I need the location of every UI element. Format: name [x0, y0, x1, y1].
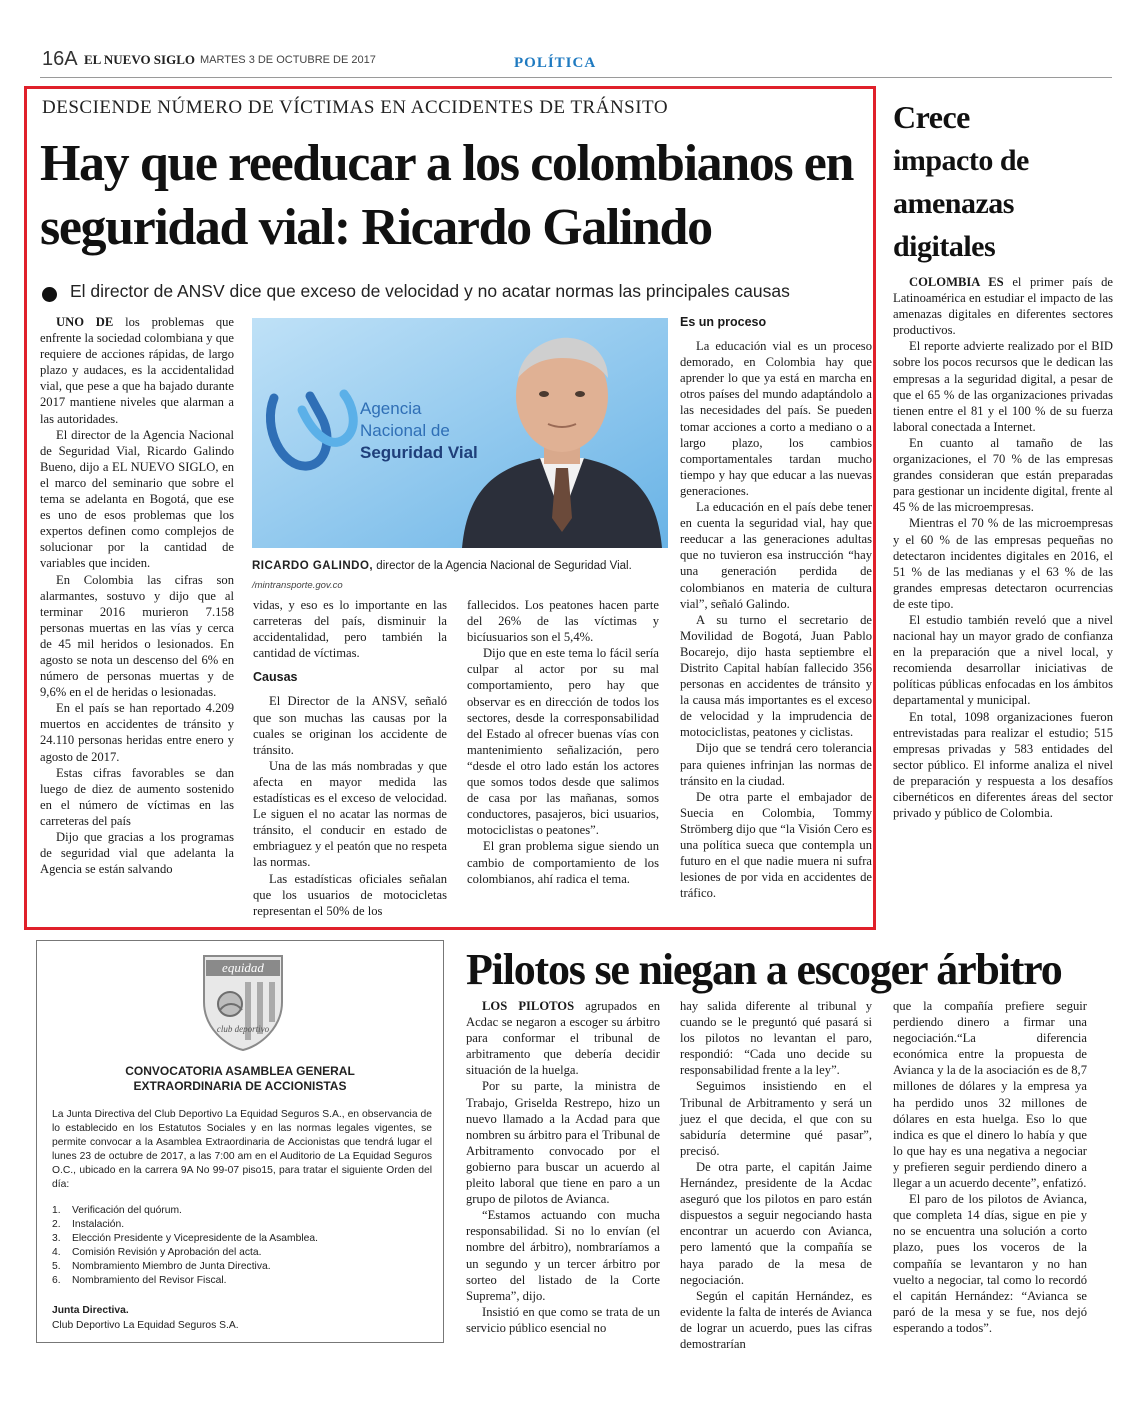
paragraph: Insistió en que como se trata de un servicio público esencial no — [466, 1304, 660, 1335]
photo-caption — [252, 560, 672, 572]
logo-text-line-2: Nacional de — [360, 421, 450, 440]
ad-title-line: EXTRAORDINARIA DE ACCIONISTAS — [133, 1079, 347, 1093]
headline-line: amenazas — [893, 187, 1014, 220]
paragraph: Una de las más nombradas y que afecta en mayor medida las estadísticas es el exceso de velocidad. Le siguen el no acatar las normas de tránsito, el conducir en estado de embriaguez y el peatón que no respeta las normas. — [253, 758, 447, 870]
paragraph: Dijo que en este tema lo fácil sería culpar al actor por su mal comportamiento, pero hay que observar es en dirección de todos los sectores, desde la corresponsabilidad del Estado al ofrecer buenas vías con mantenimiento señalización, pero “desde el otro lado están los actores que somos todos desde que salimos de casa por las mañanas, somos conductores, pasajeros, bici usuarios, motociclistas o peatones”. — [467, 646, 659, 838]
subheading: Es un proceso — [680, 315, 767, 329]
logo-script: club deportivo — [216, 1024, 270, 1034]
article-column-1 — [40, 314, 234, 877]
paragraph: “Estamos actuando con mucha responsabilidad. Si no lo envían (el nombre del árbitro), nombraríamos a un segundo y un tercer árbitro por sorteo del listado de la Corte Suprema”, dijo. — [466, 1208, 660, 1303]
paragraph: Seguimos insistiendo en el Tribunal de Arbitramento y será un juez el que decida, el que con su sabiduría determine qué pasar”, precisó. — [680, 1079, 872, 1158]
logo-text-line-3: Seguridad Vial — [360, 443, 478, 462]
paragraph: El Director de la ANSV, señaló que son muchas las causas por la cuales se originan los accidente de tránsito. — [253, 694, 447, 757]
agenda-item: 5. Nombramiento Miembro de Junta Directiva. — [52, 1261, 271, 1273]
paragraph: El reporte advierte realizado por el BID sobre los pocos recursos que le dedican las empresas a la seguridad digital, a pesar de que el 65 % de las organizaciones privadas tienen entre el 81 y el 100 % de su fuerza laboral conectada a Internet. — [893, 339, 1113, 434]
paragraph: De otra parte, el capitán Jaime Hernández, presidente de la Acdac aseguró que los pilotos en paro están dispuestos a seguir negociando hasta encontrar un acuerdo con Avianca, pero lamentó que la compañía se haya parado de la mesa de negociación. — [680, 1159, 872, 1287]
ad-title-line: CONVOCATORIA ASAMBLEA GENERAL — [125, 1064, 355, 1078]
paragraph: agrupados en Acdac se negaron a escoger su árbitro para conformar el tribunal de arbitramento que debería decidir situación de la huelga. — [466, 999, 660, 1078]
paragraph: En Colombia las cifras son alarmantes, sostuvo y dijo que al terminar 2016 murieron 7.158 personas muertas en las vías y cerca de 45 mil heridos o lesionados. En agosto se nota un descenso del 6% en número de personas muertas y de 9,6% en el de heridas o lesionadas. — [40, 572, 234, 700]
agenda-item: 2. Instalación. — [52, 1219, 125, 1231]
caption-name: RICARDO GALINDO, — [252, 560, 374, 572]
article-column-3 — [467, 597, 659, 887]
ad-body: La Junta Directiva del Club Deportivo La Equidad Seguros S.A., en observancia de lo establecido en los Estatutos Sociales y en las normas legales vigentes, se permite convocar a la Asamblea Extraordinaria de Accionistas que tendrá lugar el lunes 23 de octubre de 2017, a las 7:00 am en el Auditorio de La Equidad Seguros O.C., ubicado en la carrera 9A No 99-07 piso15, para tratar el siguiente Orden del día: — [52, 1109, 432, 1191]
side-article-body — [893, 274, 1113, 821]
paragraph: La educación vial es un proceso demorado, en Colombia hay que aprender lo que ya está en marcha en otros países del mundo adaptándolo a las necesidades del país. Se pueden tomar acciones a corto a mediano o a largo plazo, los cambios comportamentales tardan mucho tiempo y hay que educar a las nuevas generaciones. — [680, 339, 872, 498]
lead-in: LOS PILOTOS — [482, 999, 575, 1013]
subheading: Causas — [253, 670, 298, 685]
paragraph: Estas cifras favorables se dan luego de diez de aumento sostenido en el número de víctimas en las carreteras del país — [40, 765, 234, 828]
caption-text: director de la Agencia Nacional de Seguridad Vial. — [376, 560, 632, 572]
paragraph: los problemas que enfrente la sociedad colombiana y que requiere de acciones rápidas, de largo plazo y audaces, es la accidentalidad vial, que pese a que ha bajado durante 2017 mantiene niveles que alarman a las autoridades. — [40, 315, 234, 426]
paragraph: Según el capitán Hernández, es evidente la falta de interés de Avianca de lograr un acuerdo, pues las cifras demostrarían — [680, 1288, 872, 1351]
section-label: POLÍTICA — [514, 55, 597, 71]
paragraph: A su turno el secretario de Movilidad de Bogotá, Juan Pablo Bocarejo, dijo hasta septiembre el Distrito Capital habían fallecido 356 personas en accidentes de tránsito y la causa más importantes es el exceso de velocidad y la imprudencia de motociclistas, peatones y ciclistas. — [680, 612, 872, 740]
article-kicker: DESCIENDE NÚMERO DE VÍCTIMAS EN ACCIDENTES DE TRÁNSITO — [42, 97, 669, 118]
paragraph: El estudio también reveló que a nivel nacional hay un mayor grado de confianza en la preparación que a nivel local, y recomienda desarrollar iniciativas de políticas públicas enfocadas en los ámbitos departamental y municipal. — [893, 612, 1113, 708]
equidad-shield-icon — [198, 950, 288, 1054]
agenda-item: 6. Nombramiento del Revisor Fiscal. — [52, 1275, 227, 1287]
article-column-2 — [253, 597, 447, 919]
logo-text-line-1: Agencia — [360, 399, 422, 418]
agenda-item: 4. Comisión Revisión y Aprobación del acta. — [52, 1247, 262, 1259]
paragraph: El director de la Agencia Nacional de Seguridad Vial, Ricardo Galindo Bueno, dijo a EL NUEVO SIGLO, en el marco del seminario que sobre el tema se adelanta en Bogotá, que ese es uno de esos problemas que los expertos definen como complejos de solucionar por la cantidad de variables que inciden. — [40, 427, 234, 571]
headline-line: Crece — [893, 99, 970, 135]
pilots-headline: Pilotos se niegan a escoger árbitro — [466, 945, 1062, 994]
article-column-4 — [680, 314, 872, 901]
agenda-item: 1. Verificación del quórum. — [52, 1205, 182, 1216]
lead-in: COLOMBIA ES — [909, 275, 1004, 289]
paragraph: Las estadísticas oficiales señalan que los usuarios de motocicletas representan el 50% de los — [253, 871, 447, 918]
paragraph: vidas, y eso es lo importante en las carreteras del país, disminuir la accidentalidad, pero también la cantidad de víctimas. — [253, 598, 447, 661]
pilots-column-1 — [466, 998, 660, 1336]
headline-line: digitales — [893, 230, 996, 263]
paragraph: En el país se han reportado 4.209 muertos en accidentes de tránsito y 24.110 personas heridas entre enero y agosto de 2017. — [40, 701, 234, 764]
page-number: 16A — [42, 48, 78, 70]
pilots-column-2 — [680, 998, 872, 1352]
paragraph: el primer país de Latinoamérica en estudiar el impacto de las amenazas digitales en diferentes sectores productivos. — [893, 275, 1114, 338]
agenda-list — [52, 1204, 432, 1289]
ad-title — [36, 1064, 444, 1094]
lead-in: UNO DE — [56, 315, 114, 329]
ad-signature-org: Club Deportivo La Equidad Seguros S.A. — [52, 1320, 239, 1331]
paragraph: Dijo que se tendrá cero tolerancia para quienes infrinjan las normas de tránsito en la ciudad. — [680, 741, 872, 788]
article-headline: Hay que reeducar a los colombianos en seguridad vial: Ricardo Galindo — [40, 135, 853, 256]
side-article-headline — [893, 96, 1113, 268]
dateline: MARTES 3 DE OCTUBRE DE 2017 — [200, 54, 376, 66]
ad-signature-title: Junta Directiva. — [52, 1305, 129, 1316]
masthead: EL NUEVO SIGLO — [84, 52, 195, 67]
paragraph: hay salida diferente al tribunal y cuando se le preguntó qué pasará si los pilotos no levantan el paro, respondió: “Cada uno decide su responsabilidad frente a la ley”. — [680, 999, 872, 1078]
paragraph: fallecidos. Los peatones hacen parte del 26% de las víctimas y bicíusuarios son el 5,4%. — [467, 598, 659, 645]
header-rule — [40, 77, 1112, 78]
paragraph: que la compañía prefiere seguir perdiendo dinero a firmar una negociación.“La diferencia económica entre la propuesta de Avianca y la de la asociación es de 8,7 millones de dólares y la empresa ya ha perdido unos 32 millones de dólares en esta huelga. Eso lo que indica es que el dinero lo había y que lo que hay es una negativa a negociar y prefieren seguir perdiendo dinero a llegar a un acuerdo decente”, enfatizó. — [893, 999, 1087, 1191]
paragraph: El gran problema sigue siendo un cambio de comportamiento de los colombianos, ahí radica el tema. — [467, 839, 659, 886]
logo-word: equidad — [222, 960, 264, 975]
paragraph: De otra parte el embajador de Suecia en Colombia, Tommy Strömberg dijo que “la Visión Cero es una política sueca que contempla un futuro en el que nadie muera ni sufra lesiones de por vida en accidentes de tráfico. — [680, 789, 872, 901]
pilots-column-3 — [893, 998, 1087, 1336]
bullet-icon — [42, 287, 57, 302]
paragraph: Dijo que gracias a los programas de seguridad vial que adelanta la Agencia se están salvando — [40, 830, 234, 877]
article-photo — [252, 318, 668, 548]
paragraph: Por su parte, la ministra de Trabajo, Griselda Restrepo, hizo un nuevo llamado a la Acdad para que nombren su árbitro para el Tribunal de Arbitramento convocado por el gobierno para buscar un acuerdo al pleito laboral que tiene en paro a un grupo de pilotos de Avianca. — [466, 1079, 660, 1207]
paragraph: En total, 1098 organizaciones fueron entrevistadas para realizar el estudio; 515 empresas privadas y 583 entidades del sector público. El informe analiza el nivel de preparación y respuesta a los desafíos cibernéticos en diferentes áreas del sector privado y público de Colombia. — [893, 709, 1113, 821]
headline-line: impacto de — [893, 144, 1029, 177]
agenda-item: 3. Elección Presidente y Vicepresidente de la Asamblea. — [52, 1233, 318, 1245]
photo-credit: /mintransporte.gov.co — [252, 580, 343, 591]
article-deck: El director de ANSV dice que exceso de velocidad y no acatar normas las principales causas — [70, 281, 790, 301]
paragraph: Mientras el 70 % de las microempresas y el 60 % de las empresas pequeñas no detectaron incidentes digitales en 2016, el 51 % de las medianas y el 63 % de las grandes empresas detectaron ocurrencias de este tipo. — [893, 516, 1113, 611]
paragraph: La educación en el país debe tener en cuenta la seguridad vial, hay que reeducar a las generaciones adultas que no tuvieron esa instrucción “hay una generación perdida de colombianos en materia de cultura vial”, señaló Galindo. — [680, 500, 872, 611]
paragraph: El paro de los pilotos de Avianca, que completa 14 días, sigue en pie y no se encuentra una solución a corto plazo, pues los voceros de la compañía se levantaron y no han vuelto a negociar, tal como lo recordó el capitán Hernández: “Avianca se paró de la mesa y se fue, nos dejó esperando a todos”. — [893, 1192, 1087, 1335]
paragraph: En cuanto al tamaño de las organizaciones, el 70 % de las empresas grandes consideran que están preparadas para gestionar un incidente digital, frente al 45 % de las microempresas. — [893, 435, 1113, 515]
